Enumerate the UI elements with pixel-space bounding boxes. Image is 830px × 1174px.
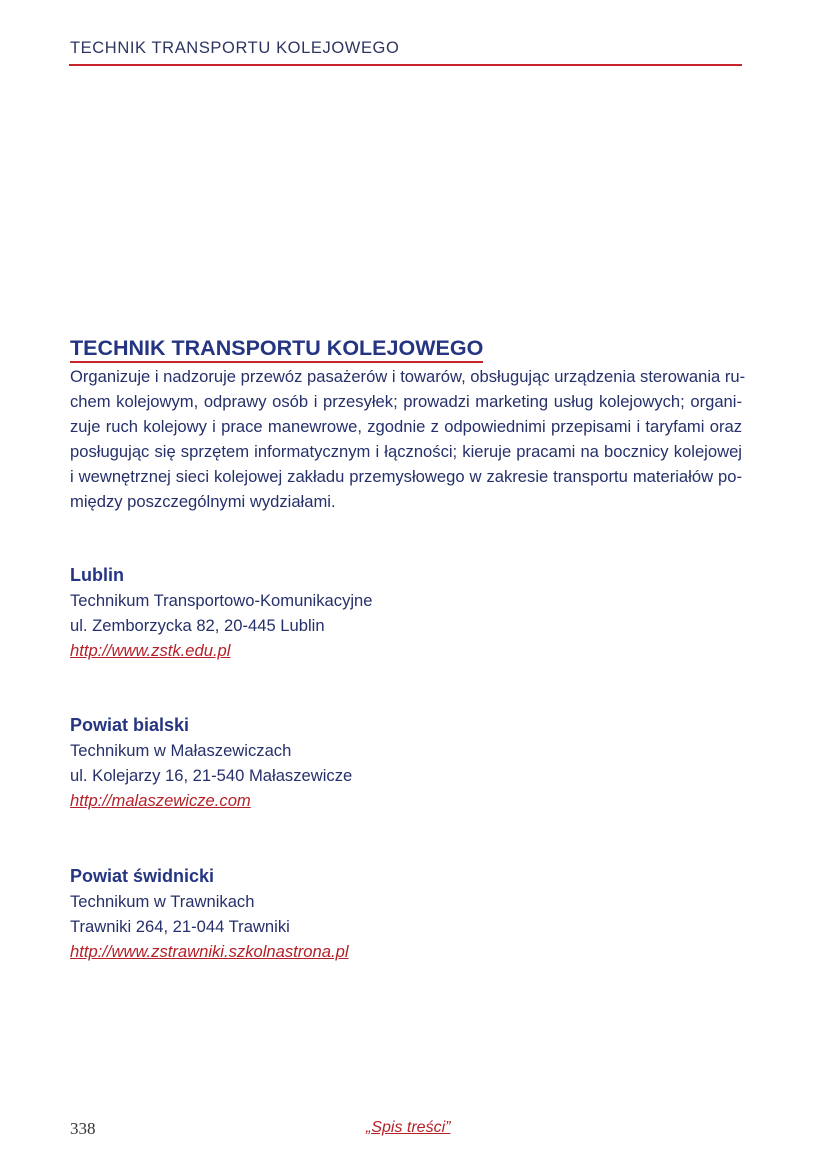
school-entry bbox=[70, 864, 349, 964]
table-of-contents-link[interactable]: „Spis treści” bbox=[366, 1119, 451, 1136]
school-link[interactable]: http://www.zstrawniki.szkolnastrona.pl bbox=[70, 942, 349, 961]
school-entry bbox=[70, 563, 373, 663]
description-line: i wewnętrznej sieci kolejowej zakładu przemysłowego w zakresie transportu materiałów po- bbox=[70, 467, 742, 486]
school-link[interactable]: http://malaszewicze.com bbox=[70, 791, 251, 810]
school-region: Powiat świdnicki bbox=[70, 866, 215, 886]
page-title: TECHNIK TRANSPORTU KOLEJOWEGO bbox=[70, 335, 483, 363]
description bbox=[70, 364, 746, 514]
school-link[interactable]: http://www.zstk.edu.pl bbox=[70, 641, 231, 660]
school-name: Technikum Transportowo-Komunikacyjne bbox=[70, 591, 373, 610]
page-number: 338 bbox=[70, 1119, 96, 1138]
header-divider bbox=[69, 64, 742, 66]
school-address: Trawniki 264, 21-044 Trawniki bbox=[70, 917, 290, 936]
description-line: chem kolejowym, odprawy osób i przesyłek; prowadzi marketing usług kolejowych; organi- bbox=[70, 392, 742, 411]
description-line: posługując się sprzętem informatycznym i łączności; kieruje pracami na bocznicy kolejowej bbox=[70, 442, 742, 461]
description-line: między poszczególnymi wydziałami. bbox=[70, 492, 336, 511]
school-name: Technikum w Małaszewiczach bbox=[70, 741, 292, 760]
school-name: Technikum w Trawnikach bbox=[70, 892, 255, 911]
school-entry bbox=[70, 713, 352, 813]
running-header: TECHNIK TRANSPORTU KOLEJOWEGO bbox=[70, 39, 400, 57]
school-region: Lublin bbox=[70, 565, 124, 585]
school-address: ul. Zemborzycka 82, 20-445 Lublin bbox=[70, 616, 325, 635]
description-line: Organizuje i nadzoruje przewóz pasażerów i towarów, obsługując urządzenia sterowania ru- bbox=[70, 367, 746, 386]
school-region: Powiat bialski bbox=[70, 715, 190, 735]
school-address: ul. Kolejarzy 16, 21-540 Małaszewicze bbox=[70, 766, 353, 785]
description-line: zuje ruch kolejowy i prace manewrowe, zgodnie z odpowiednimi przepisami i taryfami oraz bbox=[70, 417, 742, 436]
